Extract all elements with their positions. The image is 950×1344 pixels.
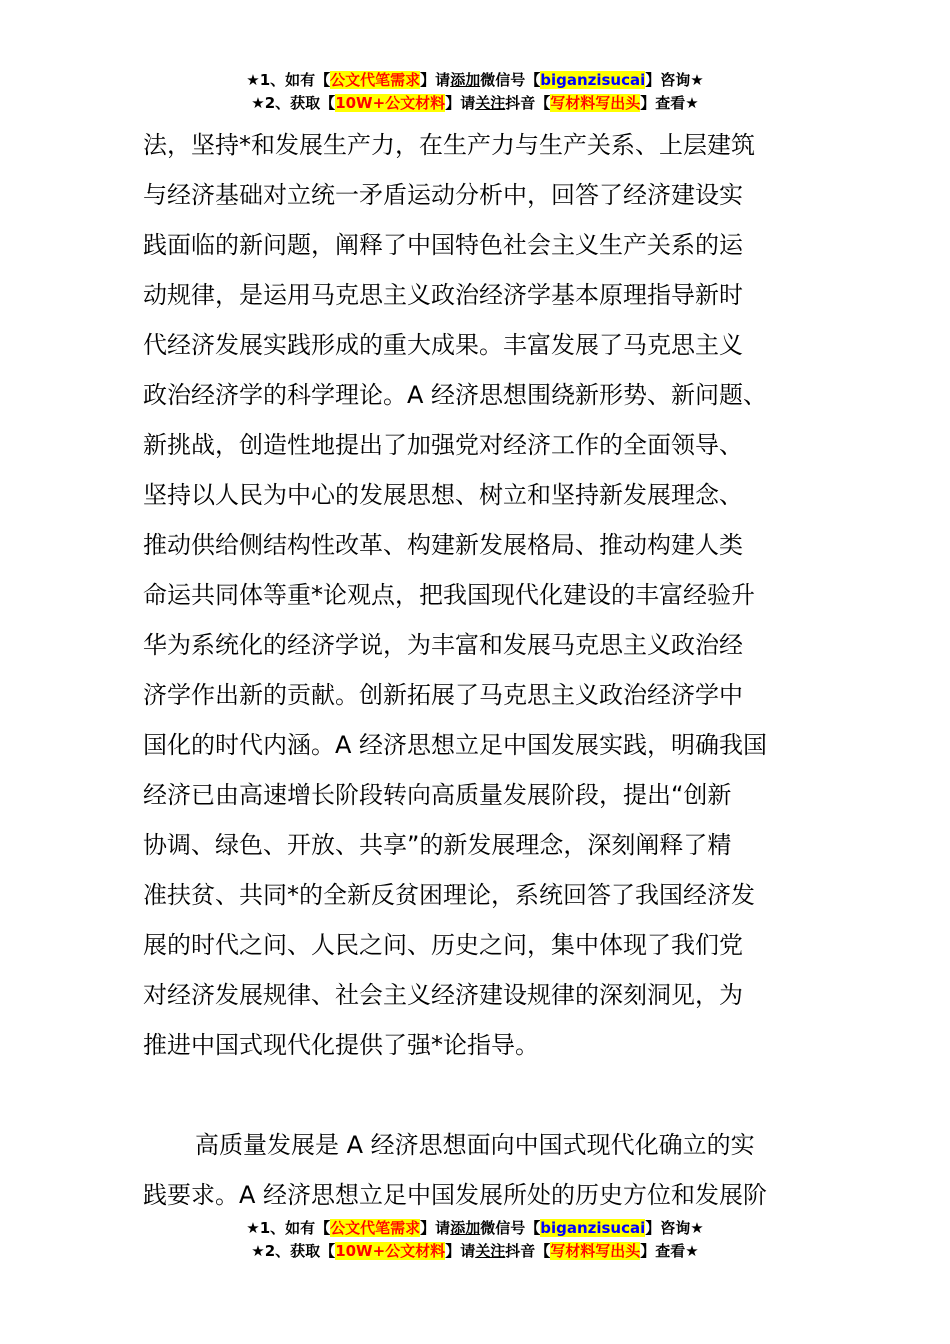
footer-banner — [0, 1217, 950, 1263]
highlight-materials: 10W+公文材料 — [335, 1242, 446, 1260]
highlight-douyin: 写材料写出头 — [550, 1242, 641, 1260]
banner-line-2: ★2、获取【10W+公文材料】请关注抖音【写材料写出头】查看★ — [251, 94, 699, 112]
highlight-materials: 10W+公文材料 — [335, 94, 446, 112]
banner-line-2: ★2、获取【10W+公文材料】请关注抖音【写材料写出头】查看★ — [251, 1242, 699, 1260]
header-banner — [0, 69, 950, 115]
highlight-ghostwriting: 公文代笔需求 — [330, 1219, 421, 1237]
highlight-ghostwriting: 公文代笔需求 — [330, 71, 421, 89]
document-body — [143, 120, 808, 1220]
highlight-wechat-id: biganzisucai — [540, 71, 646, 89]
highlight-douyin: 写材料写出头 — [550, 94, 641, 112]
banner-line-1: ★1、如有【公文代笔需求】请添加微信号【biganzisucai】咨询★ — [246, 1219, 704, 1237]
paragraph-2: 高质量发展是 A 经济思想面向中国式现代化确立的实 践要求。A 经济思想立足中国发展所处的历史方位和发展阶 — [143, 1131, 768, 1209]
paragraph-1: 法，坚持*和发展生产力，在生产力与生产关系、上层建筑 与经济基础对立统一矛盾运动分析中，回答了经济建设实 践面临的新问题，阐释了中国特色社会主义生产关系的运 动规律，是运用马克思主义政治经济学基本原理指导新时 代经济发展实践形成的重大成果。丰富发展了马克思主义 政治经济学的科学理论。A 经济思想围绕新形势、新问题、 新挑战，创造性地提出了加强党对经济工作的全面领导、 坚持以人民为中心的发展思想、树立和坚持新发展理念、 推动供给侧结构性改革、构建新发展格局、推动构建人类 命运共同体等重*论观点，把我国现代化建设的丰富经验升 华为系统化的经济学说，为丰富和发展马克思主义政治经 济学作出新的贡献。创新拓展了马克思主义政治经济学中 国化的时代内涵。A 经济思想立足中国发展实践，明确我国 经济已由高速增长阶段转向高质量发展阶段，提出“创新 协调、绿色、开放、共享”的新发展理念，深刻阐释了精 准扶贫、共同*的全新反贫困理论，系统回答了我国经济发 展的时代之问、人民之问、历史之问，集中体现了我们党 对经济发展规律、社会主义经济建设规律的深刻洞见，为 推进中国式现代化提供了强*论指导。 — [143, 131, 768, 1059]
highlight-wechat-id: biganzisucai — [540, 1219, 646, 1237]
banner-line-1: ★1、如有【公文代笔需求】请添加微信号【biganzisucai】咨询★ — [246, 71, 704, 89]
